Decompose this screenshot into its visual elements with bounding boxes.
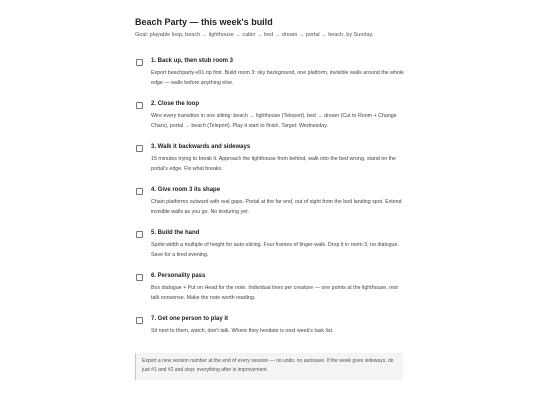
task-checkbox[interactable] [136,231,143,238]
task-checkbox[interactable] [136,145,143,152]
goal-line: Goal: playable loop, beach → lighthouse → cabin → bed → dream → portal → beach, by Sunday. [135,32,374,38]
task-description: 15 minutes trying to break it. Approach the lighthouse from behind, walk into the bed wrong, stand on the portal's edge. Fix what breaks. [151,156,396,172]
task-title: 2. Close the loop [151,101,200,107]
task-checkbox[interactable] [136,317,143,324]
task-description: Export beachparty-v01.rip first. Build room 3: sky background, one platform, invisible walls around the whole edge — walls before anything else. [151,70,404,86]
task-description: Sprite width a multiple of height for auto-slicing. Four frames of finger-walk. Drop it in room 3, no dialogue. Save for a tired evening. [151,242,399,258]
task-checkbox[interactable] [136,102,143,109]
task-title: 7. Get one person to play it [151,316,229,322]
task-checkbox[interactable] [136,59,143,66]
footer-note-text: Export a new version number at the end of every session — no undo, no autosave. If the week goes sideways, do just #1 and #2 and stop; everything after is improvement. [142,358,394,373]
task-title: 3. Walk it backwards and sideways [151,144,251,150]
task-checkbox[interactable] [136,274,143,281]
task-title: 5. Build the hand [151,230,200,236]
footer-note [135,353,403,380]
task-description: Chain platforms outward with real gaps. Portal at the far end, out of sight from the bed landing spot. Extend invisible walls as you go. No texturing yet. [151,199,402,215]
task-description: Box dialogue + Put on Head for the note. Individual lines per creature — one points at the lighthouse, rest talk nonsense. Make the note worth reading. [151,285,398,301]
task-description: Wire every transition in one sitting: beach → lighthouse (Teleport), bed → dream (Cut to Room + Change Chars), portal → beach (Teleport). Play it start to finish. Target: Wednesday. [151,113,397,129]
task-title: 4. Give room 3 its shape [151,187,221,193]
task-checkbox[interactable] [136,188,143,195]
task-title: 1. Back up, then stub room 3 [151,58,234,64]
task-title: 6. Personality pass [151,273,206,279]
page-title: Beach Party — this week's build [135,17,273,27]
task-description: Sit next to them, watch, don't talk. Where they hesitate is next week's task list. [151,328,334,334]
